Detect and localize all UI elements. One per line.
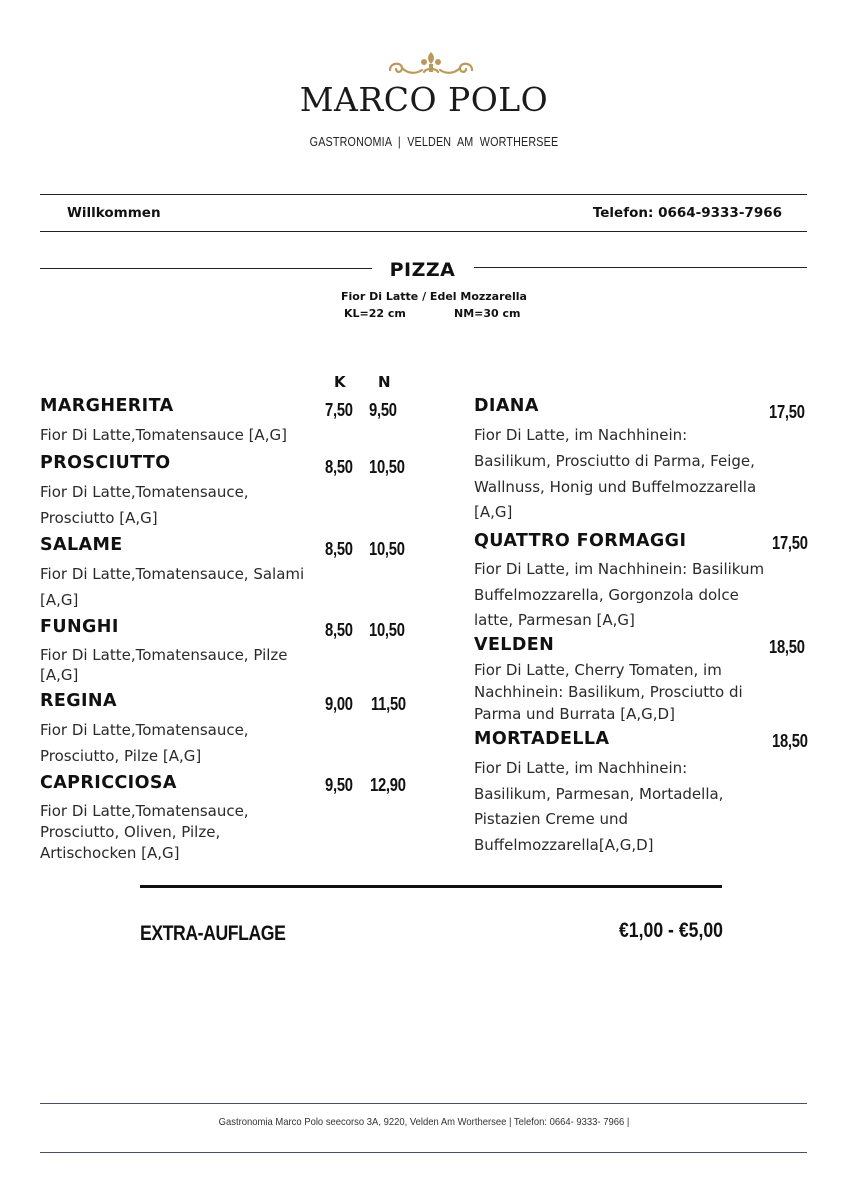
pizza-description: Pistazien Creme und <box>474 810 628 828</box>
section-title: PIZZA <box>389 259 456 281</box>
footer-bottom-divider <box>40 1152 807 1153</box>
pizza-name: REGINA <box>40 691 117 711</box>
pizza-description: Parma und Burrata [A,G,D] <box>474 705 675 723</box>
price-k: 9,50 <box>325 775 353 795</box>
pizza-description: Wallnuss, Honig und Buffelmozzarella <box>474 478 757 496</box>
price-single: 17,50 <box>769 402 805 422</box>
brand-tagline: GASTRONOMIA | VELDEN AM WORTHERSEE <box>309 135 559 149</box>
pizza-name: PROSCIUTTO <box>40 453 171 473</box>
price-k: 8,50 <box>325 539 353 559</box>
pizza-description: Fior Di Latte,Tomatensauce, <box>40 802 249 820</box>
phone-number: Telefon: 0664-9333-7966 <box>592 205 782 221</box>
extra-topping-label: EXTRA-AUFLAGE <box>140 922 286 945</box>
section-subtitle: Fior Di Latte / Edel Mozzarella <box>341 290 527 303</box>
pizza-name: MORTADELLA <box>474 729 610 749</box>
pizza-description: Fior Di Latte, Cherry Tomaten, im <box>474 661 722 679</box>
price-single: 18,50 <box>769 637 805 657</box>
pizza-name: SALAME <box>40 535 123 555</box>
footer-address: Gastronomia Marco Polo seecorso 3A, 9220, Velden Am Worthersee | Telefon: 0664- 9333- 7966 | <box>218 1116 630 1128</box>
brand-name: MARCO POLO <box>299 80 549 119</box>
price-n: 12,90 <box>370 775 406 795</box>
column-header-n: N <box>378 373 391 391</box>
pizza-name: DIANA <box>474 396 539 416</box>
price-n: 10,50 <box>369 620 405 640</box>
pizza-name: FUNGHI <box>40 617 119 637</box>
pizza-description: Fior Di Latte, im Nachhinein: <box>474 759 688 777</box>
pizza-description: Prosciutto, Oliven, Pilze, <box>40 823 221 841</box>
pizza-description: Prosciutto, Pilze [A,G] <box>40 747 202 765</box>
price-n: 11,50 <box>371 694 406 714</box>
pizza-description: Fior Di Latte, im Nachhinein: <box>474 426 688 444</box>
pizza-description: Fior Di Latte,Tomatensauce, Salami <box>40 565 305 583</box>
extras-divider <box>140 885 722 888</box>
pizza-description: [A,G] <box>474 503 513 521</box>
pizza-description: Buffelmozzarella, Gorgonzola dolce <box>474 586 739 604</box>
pizza-description: [A,G] <box>40 666 79 684</box>
pizza-description: Basilikum, Parmesan, Mortadella, <box>474 785 724 803</box>
pizza-name: CAPRICCIOSA <box>40 773 177 793</box>
logo-ornament-icon <box>386 48 476 80</box>
pizza-name: VELDEN <box>474 635 555 655</box>
welcome-text: Willkommen <box>67 205 161 221</box>
header-bottom-divider <box>40 231 807 232</box>
header-top-divider <box>40 194 807 195</box>
pizza-description: Basilikum, Prosciutto di Parma, Feige, <box>474 452 755 470</box>
pizza-description: Prosciutto [A,G] <box>40 509 158 527</box>
price-k: 8,50 <box>325 620 353 640</box>
column-header-k: K <box>334 373 346 391</box>
price-single: 18,50 <box>772 731 808 751</box>
pizza-description: Fior Di Latte,Tomatensauce, <box>40 721 249 739</box>
price-single: 17,50 <box>772 533 808 553</box>
pizza-description: Fior Di Latte,Tomatensauce, <box>40 483 249 501</box>
pizza-description: latte, Parmesan [A,G] <box>474 611 635 629</box>
price-n: 10,50 <box>369 539 405 559</box>
price-n: 10,50 <box>369 457 405 477</box>
pizza-description: Fior Di Latte,Tomatensauce [A,G] <box>40 426 287 444</box>
price-k: 8,50 <box>325 457 353 477</box>
pizza-name: MARGHERITA <box>40 396 174 416</box>
pizza-name: QUATTRO FORMAGGI <box>474 531 687 551</box>
pizza-description: Artischocken [A,G] <box>40 844 180 862</box>
pizza-description: Nachhinein: Basilikum, Prosciutto di <box>474 683 743 701</box>
price-n: 9,50 <box>369 400 397 420</box>
pizza-description: [A,G] <box>40 591 79 609</box>
size-normal-label: NM=30 cm <box>454 307 521 320</box>
section-rule-right <box>474 267 807 268</box>
price-k: 9,00 <box>325 694 353 714</box>
extra-topping-price: €1,00 - €5,00 <box>619 919 723 942</box>
pizza-description: Buffelmozzarella[A,G,D] <box>474 836 654 854</box>
pizza-description: Fior Di Latte,Tomatensauce, Pilze <box>40 646 288 664</box>
size-small-label: KL=22 cm <box>344 307 406 320</box>
price-k: 7,50 <box>325 400 353 420</box>
pizza-description: Fior Di Latte, im Nachhinein: Basilikum <box>474 560 765 578</box>
footer-top-divider <box>40 1103 807 1104</box>
